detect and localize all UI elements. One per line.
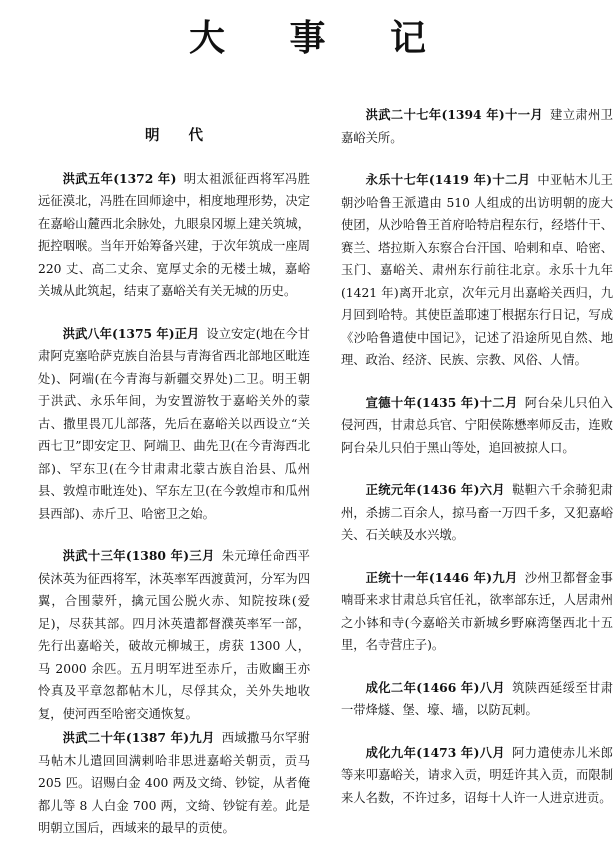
chronology-entry [341,479,613,547]
entry-text: 阿力遣使赤儿米郎等来叩嘉峪关，请求入贡，明廷许其入贡，而限制来人名数，不许过多，诏每十人许一人进京进贡。 [341,745,613,805]
entry-text: 建立肃州卫嘉峪关所。 [341,108,613,145]
entry-date: 洪武八年(1375 年)正月 [62,325,200,341]
right-column [341,104,613,829]
chronology-entry [341,104,613,149]
left-column [38,104,310,860]
entry-date: 正统十一年(1446 年)九月 [365,569,518,585]
entry-text: 明太祖派征西将军冯胜远征漠北，冯胜在回师途中，相度地理形势，决定在嘉峪山麓西北余脉处，九眼泉冈塬上建关筑城，扼控咽喉。当年开始筹备兴建，于次年筑成一座周 220 丈、高二丈余、宽厚丈余的无楼土城，嘉峪关城从此筑起，结束了嘉峪关有关无城的历史。 [38,171,310,298]
entry-date: 成化九年(1473 年)八月 [365,744,506,760]
entry-date: 正统元年(1436 年)六月 [365,482,506,497]
section-title: 明 代 [144,127,216,144]
chronology-entry [38,545,310,725]
chronology-entry [341,567,613,657]
entry-text: 西域撒马尔罕驸马帖木儿遣回回满剌哈非思进嘉峪关朝贡，贡马 205 匹。诏赐白金 400 两及文绮、钞锭，从者俺都儿等 8 人白金 700 两，文绮、钞锭有差。此是明朝立国后，西域来的最早的贡使。 [38,731,310,835]
entry-text: 沙州卫都督金事喃哥来求甘肃总兵官任礼，欲率部东迁，人居肃州之小钵和寺(今嘉峪关市新城乡野麻湾堡西北十五里，名寺营庄子)。 [341,570,613,652]
entry-text: 筑陕西延绥至甘肃一带烽燧、堡、壕、墙，以防瓦剌。 [341,680,613,717]
entry-date: 宣德十年(1435 年)十二月 [365,394,518,410]
entry-date: 洪武二十七年(1394 年)十一月 [365,107,544,122]
entry-text: 朱元璋任命西平侯沐英为征西将军，沐英率军西渡黄河，分军为四翼，合围蒙歼，擒元国公脱火赤、知院按珠(爱足)，尽获其部。四月沐英遣都督濮英率军一部，先行出嘉峪关，破故元柳城王，虏获 1300 人，马 2000 余匹。五月明军进至赤斤，击败豳王亦怜真及平章忽都帖木儿，尽俘其众，关外失地收复，使河西至哈密交通恢复。 [38,549,310,721]
chronology-entry [341,392,613,460]
entry-text: 阿台朵儿只伯入侵河西，甘肃总兵官、宁阳侯陈懋率师反击，连败阿台朵儿只伯于黑山等处，追回被掠人口。 [341,395,613,455]
entry-text: 中亚帖木儿王朝沙哈鲁王派遣由 510 人组成的出访明朝的庞大使团，从沙哈鲁王首府哈特启程东行，经塔什干、赛兰、塔拉斯入东察合台汗国、哈剌和卓、哈密、玉门、嘉峪关、肃州东行前往北京。永乐十九年(1421 年)离开北京，次年元月出嘉峪关西归，九月回到哈特。其使臣盖耶速丁根据东行日记，写成《沙哈鲁遣使中国记》，记述了沿途所见自然、地理、政治、经济、民族、宗教、风俗、人情。 [341,173,613,367]
chronology-entry [38,323,310,526]
chronology-entry [341,677,613,722]
entry-date: 成化二年(1466 年)八月 [365,679,506,695]
entry-date: 洪武二十年(1387 年)九月 [62,730,215,745]
page-title: 大 事 记 [188,17,453,59]
chronology-entry [38,727,310,840]
entry-text: 鞑靼六千余骑犯肃州，杀掳二百余人，掠马畜一万四千多，又犯嘉峪关、石关峡及水兴墩。 [341,483,613,542]
chronology-entry [341,169,613,372]
entry-date: 洪武五年(1372 年) [62,170,177,186]
chronology-entry [38,168,310,303]
entry-date: 洪武十三年(1380 年)三月 [62,548,215,563]
entry-text: 设立安定(地在今甘肃阿克塞哈萨克族自治县与青海省西北部地区毗连处)、阿端(在今青海与新疆交界处)二卫。明王朝于洪武、永乐年间，为安置游牧于嘉峪关外的蒙古、撒里畏兀儿部落，先后在嘉峪关以西设立“关西七卫”即安定卫、阿端卫、曲先卫(在今青海西北部)、罕东卫(在今甘肃肃北蒙古族自治县、瓜州县、敦煌市毗连处)、罕东左卫(在今敦煌市和瓜州县西部)、赤斤卫、哈密卫之始。 [38,326,310,521]
chronology-entry [341,742,613,810]
entry-date: 永乐十七年(1419 年)十二月 [365,172,531,187]
